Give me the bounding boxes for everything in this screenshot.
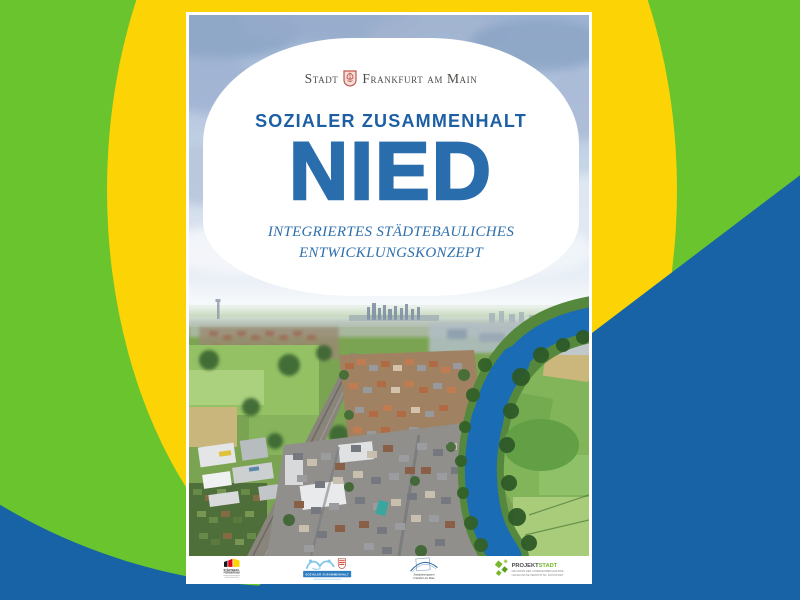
city-brand <box>203 70 579 87</box>
brand-word-stadt: Stadt <box>304 70 339 86</box>
stadtplanungsamt-logo <box>399 557 449 581</box>
frankfurt-crest-icon <box>343 70 357 87</box>
svg-text:Stadtplanungsamt: Stadtplanungsamt <box>413 573 435 577</box>
svg-text:NASSAUISCHE HEIMSTÄTTE | WOHNS: NASSAUISCHE HEIMSTÄTTE | WOHNSTADT <box>511 573 564 577</box>
hessen-crest-icon <box>338 558 345 568</box>
poster-subtitle <box>203 222 579 264</box>
subtitle-line-1: INTEGRIERTES STÄDTEBAULICHES <box>267 224 515 241</box>
svg-text:FÖRDERUNG: FÖRDERUNG <box>223 571 240 575</box>
svg-text:DIE MARKE DER UNTERNEHMENSGRUP: DIE MARKE DER UNTERNEHMENSGRUPPE <box>511 569 564 573</box>
svg-text:STÄDTEBAU-: STÄDTEBAU- <box>223 568 240 572</box>
staedtebaufoerderung-logo <box>213 557 259 581</box>
projektstadt-logo <box>491 557 571 581</box>
hessen-sozialer-zusammenhalt-logo <box>301 557 357 581</box>
poster-title: NIED <box>289 126 493 217</box>
program-label: SOZIALER ZUSAMMENHALT <box>255 111 527 131</box>
poster-cover <box>186 12 592 584</box>
svg-text:PROJEKTSTADT: PROJEKTSTADT <box>511 562 558 569</box>
subtitle-line-2: ENTWICKLUNGSKONZEPT <box>298 245 484 262</box>
svg-text:Frankfurt am Main: Frankfurt am Main <box>413 576 435 580</box>
title-panel <box>203 38 579 296</box>
logo-footer <box>189 556 589 581</box>
projektstadt-pixel-icon <box>495 559 508 576</box>
svg-text:SOZIALER ZUSAMMENHALT: SOZIALER ZUSAMMENHALT <box>305 572 349 576</box>
brand-word-frankfurt: Frankfurt am Main <box>362 70 478 86</box>
